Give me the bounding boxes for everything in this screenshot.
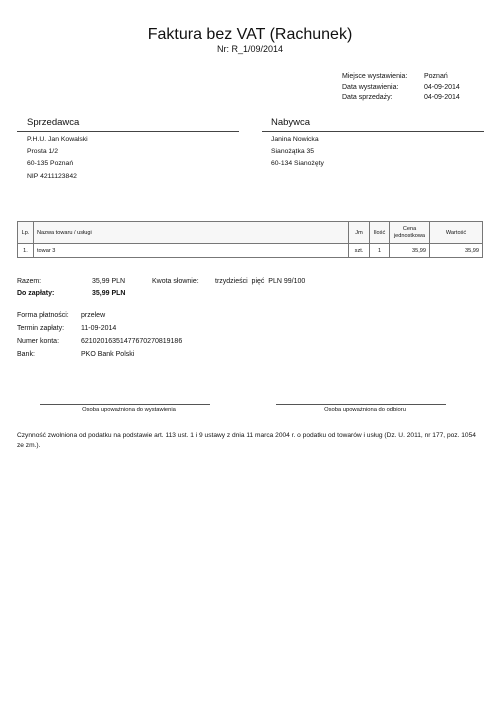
amount-words-label: Kwota słownie: (152, 278, 199, 285)
seller-heading: Sprzedawca (27, 117, 80, 128)
issue-date-value: 04-09-2014 (424, 83, 460, 91)
col-qty: Ilość (370, 222, 390, 244)
payment-method-label: Forma płatności: (17, 312, 69, 319)
col-name: Nazwa towaru / usługi (34, 222, 349, 244)
col-price-line1: Cena (402, 225, 417, 232)
bank-value: PKO Bank Polski (81, 351, 135, 358)
receiver-signature-label: Osoba upoważniona do odbioru (324, 407, 406, 413)
issuer-signature-line (40, 404, 210, 405)
buyer-name: Janina Nowicka (271, 136, 319, 143)
account-number-label: Numer konta: (17, 338, 60, 345)
invoice-meta (342, 72, 482, 104)
amount-due-value: 35,99 PLN (92, 290, 126, 297)
buyer-details (271, 134, 324, 171)
row-unit: szt. (349, 244, 370, 258)
sale-date-value: 04-09-2014 (424, 94, 460, 101)
seller-nip: NIP 4211123842 (27, 172, 77, 180)
seller-name: P.H.U. Jan Kowalski (27, 136, 88, 143)
tax-exemption-note: Czynność zwolniona od podatku na podstawie art. 113 ust. 1 i 9 ustawy z dnia 11 marca 2004 r. o podatku od towarów i usług (Dz. U. 2011, nr 177, poz. 1054 ze zm.). (17, 432, 476, 449)
row-qty: 1 (370, 244, 390, 258)
place-value: Poznań (424, 73, 448, 80)
buyer-city: 60-134 Sianożęty (271, 160, 324, 168)
account-number-value: 62102016351477670270819186 (81, 338, 183, 345)
seller-divider (17, 131, 239, 132)
amount-due-label: Do zapłaty: (17, 290, 55, 297)
buyer-street: Sianożątka 35 (271, 148, 315, 156)
place-label: Miejsce wystawienia: (342, 73, 408, 80)
bank-label: Bank: (17, 351, 35, 358)
amount-words-value: trzydzieści pięć PLN 99/100 (215, 278, 306, 285)
row-value: 35,99 (430, 244, 483, 258)
col-lp: Lp. (18, 222, 34, 244)
seller-street: Prosta 1/2 (27, 148, 58, 156)
payment-method-value: przelew (81, 312, 106, 319)
col-unit: Jm (349, 222, 370, 244)
row-price: 35,99 (390, 244, 430, 258)
total-label: Razem: (17, 278, 42, 285)
buyer-divider (262, 131, 484, 132)
total-value: 35,99 PLN (92, 278, 126, 285)
issuer-signature-label: Osoba upoważniona do wystawienia (82, 407, 176, 413)
seller-city: 60-135 Poznań (27, 160, 74, 168)
items-header-row (18, 222, 483, 244)
receiver-signature-line (276, 404, 446, 405)
col-price (390, 222, 430, 244)
table-row (18, 244, 483, 258)
col-price-line2: jednostkowa (393, 232, 426, 239)
col-value: Wartość (430, 222, 483, 244)
invoice-title: Faktura bez VAT (Rachunek) (147, 26, 353, 43)
payment-term-value: 11-09-2014 (81, 325, 117, 332)
issue-date-label: Data wystawienia: (342, 83, 399, 91)
invoice-number: Nr: R_1/09/2014 (216, 44, 284, 54)
buyer-heading: Nabywca (271, 117, 311, 128)
payment-term-label: Termin zapłaty: (17, 325, 65, 332)
sale-date-label: Data sprzedaży: (342, 94, 393, 101)
seller-details (27, 134, 88, 183)
items-table (17, 221, 483, 258)
row-lp: 1. (18, 244, 34, 258)
row-name: towar 3 (34, 244, 349, 258)
